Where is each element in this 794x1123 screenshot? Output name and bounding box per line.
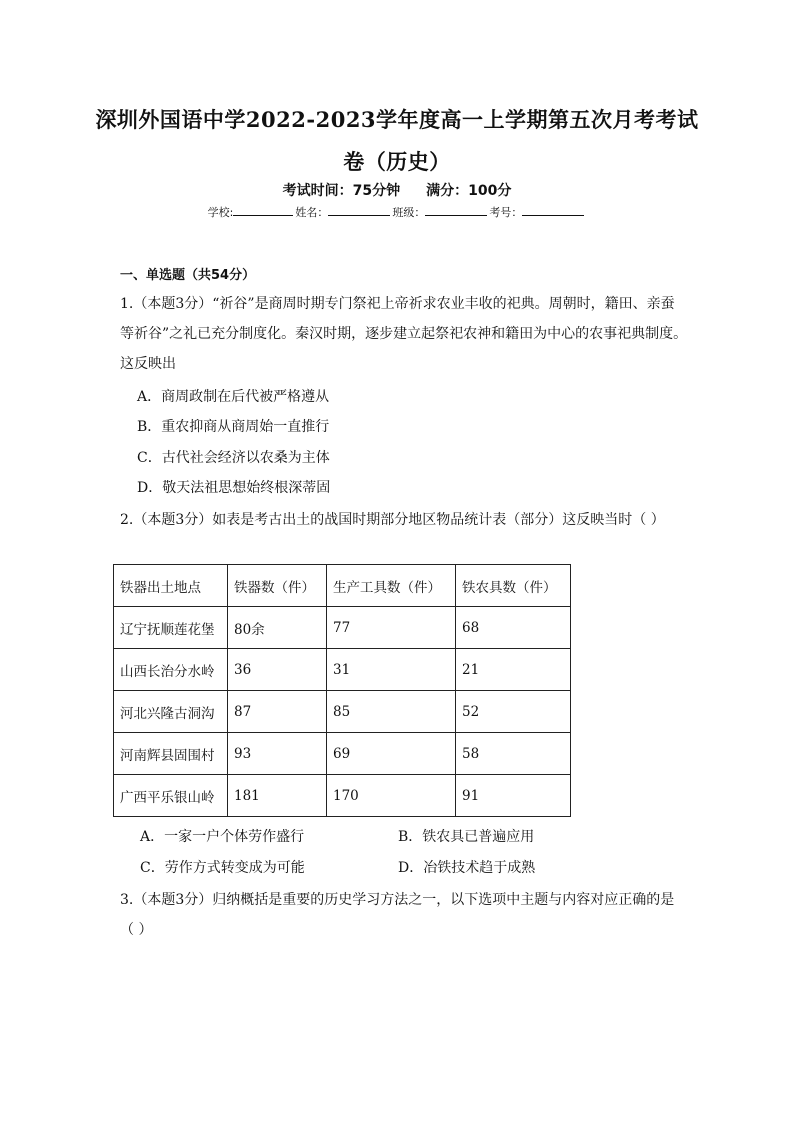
table-header-cell: 生产工具数（件） <box>327 565 456 607</box>
q1-option-d: D．敬天法祖思想始终根深蒂固 <box>137 480 331 496</box>
table-cell: 广西平乐银山岭 <box>114 775 228 817</box>
table-cell: 181 <box>228 775 327 817</box>
q1-option-a: A．商周政制在后代被严格遵从 <box>137 389 330 405</box>
exam-title-line1: 深圳外国语中学2022-2023学年度高一上学期第五次月考考试 <box>95 107 699 132</box>
q1-option-c: C．古代社会经济以农桑为主体 <box>137 450 330 466</box>
table-cell: 31 <box>327 649 456 691</box>
number-blank[interactable] <box>522 205 584 216</box>
table-cell: 170 <box>327 775 456 817</box>
q2-option-d: D．冶铁技术趋于成熟 <box>398 860 536 876</box>
table-cell: 93 <box>228 733 327 775</box>
section-heading: 一、单选题（共54分） <box>120 268 256 283</box>
exam-title-line2: 卷（历史） <box>343 149 451 174</box>
q3-stem-line2: （ ） <box>120 922 153 938</box>
q2-option-c: C．劳作方式转变成为可能 <box>140 860 305 876</box>
school-label: 学校: <box>207 206 234 219</box>
table-header-cell: 铁器数（件） <box>228 565 327 607</box>
name-label: 姓名： <box>295 206 329 219</box>
school-blank[interactable] <box>233 205 293 216</box>
student-info-fields <box>0 204 794 220</box>
number-label: 考号： <box>489 206 523 219</box>
table-cell: 87 <box>228 691 327 733</box>
table-cell: 85 <box>327 691 456 733</box>
artifact-table <box>113 564 571 817</box>
table-row <box>114 733 571 775</box>
table-cell: 21 <box>456 649 571 691</box>
q2-option-a: A．一家一户个体劳作盛行 <box>140 829 305 845</box>
table-cell: 69 <box>327 733 456 775</box>
class-label: 班级： <box>392 206 426 219</box>
table-row <box>114 775 571 817</box>
q1-stem-line2: 等祈谷”之礼已充分制度化。秦汉时期，逐步建立起祭祀农神和籍田为中心的农事祀典制度。 <box>120 326 688 342</box>
table-cell: 36 <box>228 649 327 691</box>
table-row <box>114 649 571 691</box>
full-score: 满分：100分 <box>426 183 512 199</box>
class-blank[interactable] <box>425 205 487 216</box>
exam-time: 考试时间：75分钟 <box>282 183 401 199</box>
name-blank[interactable] <box>328 205 390 216</box>
q2-stem: 2.（本题3分）如表是考古出土的战国时期部分地区物品统计表（部分）这反映当时（ ） <box>120 512 665 528</box>
table-cell: 91 <box>456 775 571 817</box>
table-row <box>114 607 571 649</box>
q1-stem-line3: 这反映出 <box>120 356 176 372</box>
exam-info <box>0 180 794 200</box>
table-cell: 山西长治分水岭 <box>114 649 228 691</box>
table-header-cell: 铁农具数（件） <box>456 565 571 607</box>
q1-stem-line1: 1.（本题3分）“祈谷”是商周时期专门祭祀上帝祈求农业丰收的祀典。周朝时，籍田、亲蚕 <box>120 296 675 312</box>
table-cell: 80余 <box>228 607 327 649</box>
table-row <box>114 691 571 733</box>
q2-option-b: B．铁农具已普遍应用 <box>398 829 535 845</box>
table-cell: 58 <box>456 733 571 775</box>
table-header-cell: 铁器出土地点 <box>114 565 228 607</box>
q1-option-b: B．重农抑商从商周始一直推行 <box>137 419 330 435</box>
q3-stem-line1: 3.（本题3分）归纳概括是重要的历史学习方法之一，以下选项中主题与内容对应正确的是 <box>120 892 675 908</box>
table-cell: 77 <box>327 607 456 649</box>
table-cell: 河北兴隆古洞沟 <box>114 691 228 733</box>
table-cell: 辽宁抚顺莲花堡 <box>114 607 228 649</box>
table-header-row <box>114 565 571 607</box>
table-cell: 河南辉县固围村 <box>114 733 228 775</box>
table-cell: 68 <box>456 607 571 649</box>
table-cell: 52 <box>456 691 571 733</box>
